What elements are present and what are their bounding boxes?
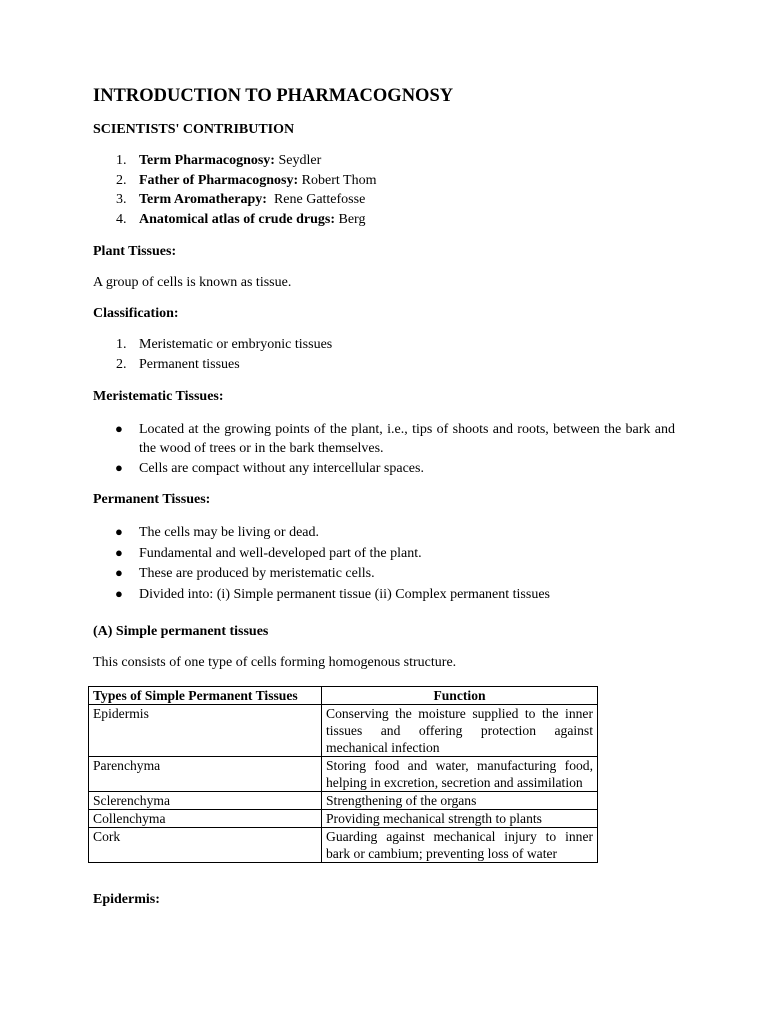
table-row: [89, 757, 598, 792]
table-cell: Providing mechanical strength to plants: [322, 810, 598, 828]
table-cell: Collenchyma: [89, 810, 322, 828]
table-row: [89, 792, 598, 810]
bullet-icon: ●: [115, 460, 123, 475]
table-row: [89, 828, 598, 863]
table-cell: Sclerenchyma: [89, 792, 322, 810]
table-cell: Strengthening of the organs: [322, 792, 598, 810]
bullet-icon: ●: [115, 586, 123, 602]
bullet-icon: ●: [115, 421, 123, 436]
bullet-icon: ●: [115, 565, 123, 581]
bullet-icon: ●: [115, 544, 123, 560]
simple-permanent-text: This consists of one type of cells forming homogenous structure.: [93, 655, 457, 670]
plant-tissues-heading: Plant Tissues:: [93, 244, 177, 259]
document-page: INTRODUCTION TO PHARMACOGNOSY SCIENTISTS' CONTRIBUTION 1. Term Pharmacognosy: Seydler 2. Father of Pharmacognosy: Robert Thom 3. Term Aromatherapy: Rene Gattefosse 4. Anatomical atlas of crude drugs: Berg Plant Tissues: A group of cells is known as tissue. Classification: 1. Meristematic or embryonic tissues 2. Permanent tissues Meristematic Tissues: ● Located at the growing points of the plant, i.e., tips of shoots and roots, between the bark and the wood of trees or in the bark themselves. ● Cells are compact without any intercellular spaces. Permanent Tissues: ● The cells may be living or dead. ● Fundamental and well-developed part of the plant. ● These are produced by meristematic cells. ● Divided into: (i) Simple permanent tissue (ii) Complex permanent tissues (A) Simple permanent tissues This consists of one type of cells forming homogenous structure. Types of Simple Permanent Tissues Function Epidermis Conserving the moisture supplied to the inner tissues and offering protection against mechanical infection Parenchyma Storing food and water, manufacturing food, helping in excretion, secretion and assimilation Sclerenchyma Strengthening of the organs Collenchyma Providing mechanical strength to plants Cork Guarding against mechanical injury to inner bark or cambium; preventing loss of water Epidermis:: [0, 0, 768, 1024]
bullet-icon: ●: [115, 524, 123, 539]
page-title: INTRODUCTION TO PHARMACOGNOSY: [93, 86, 454, 106]
table-row: [89, 705, 598, 757]
epidermis-heading: Epidermis:: [93, 892, 160, 907]
table-header-cell: Types of Simple Permanent Tissues: [89, 687, 322, 705]
table-cell: Storing food and water, manufacturing food, helping in excretion, secretion and assimilation: [322, 757, 598, 792]
table-cell: Parenchyma: [89, 757, 322, 792]
scientists-heading: SCIENTISTS' CONTRIBUTION: [93, 122, 295, 137]
plant-tissues-text: A group of cells is known as tissue.: [93, 275, 292, 290]
permanent-heading: Permanent Tissues:: [93, 492, 211, 507]
table-header-row: [89, 687, 598, 705]
table-cell: Guarding against mechanical injury to inner bark or cambium; preventing loss of water: [322, 828, 598, 863]
table-cell: Cork: [89, 828, 322, 863]
simple-permanent-heading: (A) Simple permanent tissues: [93, 624, 269, 639]
table-cell: Conserving the moisture supplied to the inner tissues and offering protection against mechanical infection: [322, 705, 598, 757]
simple-tissues-table: [88, 686, 598, 863]
classification-heading: Classification:: [93, 306, 179, 321]
meristematic-heading: Meristematic Tissues:: [93, 389, 224, 404]
table-cell: Epidermis: [89, 705, 322, 757]
table-header-cell: Function: [322, 687, 598, 705]
table-row: [89, 810, 598, 828]
